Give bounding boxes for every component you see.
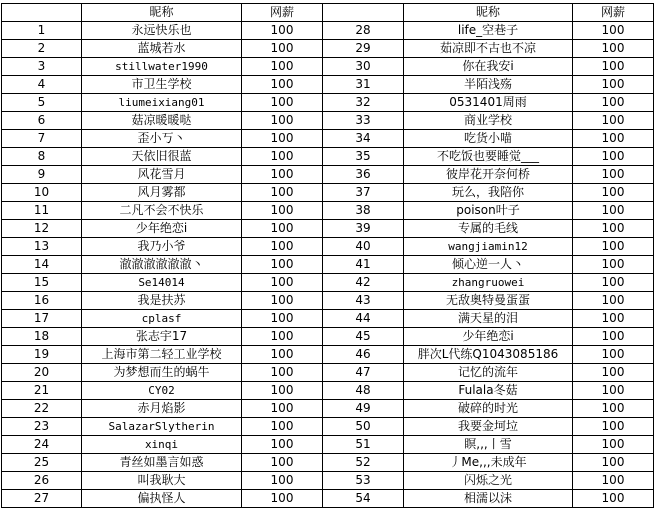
left-salary-cell: 100 xyxy=(242,436,323,454)
table-row xyxy=(2,166,654,184)
right-number-cell: 39 xyxy=(323,220,404,238)
left-salary-cell: 100 xyxy=(242,184,323,202)
table-row xyxy=(2,382,654,400)
left-salary-cell: 100 xyxy=(242,274,323,292)
left-salary-cell: 100 xyxy=(242,40,323,58)
table-row xyxy=(2,76,654,94)
left-salary-cell: 100 xyxy=(242,328,323,346)
left-nickname-cell: 蓝城若水 xyxy=(82,40,242,58)
right-salary-cell: 100 xyxy=(573,148,654,166)
right-salary-cell: 100 xyxy=(573,364,654,382)
right-number-cell: 46 xyxy=(323,346,404,364)
left-salary-cell: 100 xyxy=(242,310,323,328)
header-left-number xyxy=(2,4,82,22)
right-number-cell: 38 xyxy=(323,202,404,220)
table-row xyxy=(2,58,654,76)
right-nickname-cell: 吃货小喵 xyxy=(404,130,573,148)
right-salary-cell: 100 xyxy=(573,292,654,310)
right-number-cell: 28 xyxy=(323,22,404,40)
table-row xyxy=(2,256,654,274)
right-number-cell: 50 xyxy=(323,418,404,436)
left-nickname-cell: 赤月焰影 xyxy=(82,400,242,418)
left-nickname-cell: CY02 xyxy=(82,382,242,400)
left-number-cell: 10 xyxy=(2,184,82,202)
table-row xyxy=(2,472,654,490)
header-left-salary: 网薪 xyxy=(242,4,323,22)
table-row xyxy=(2,148,654,166)
right-salary-cell: 100 xyxy=(573,76,654,94)
left-number-cell: 11 xyxy=(2,202,82,220)
right-number-cell: 34 xyxy=(323,130,404,148)
left-salary-cell: 100 xyxy=(242,238,323,256)
table-row xyxy=(2,112,654,130)
left-number-cell: 15 xyxy=(2,274,82,292)
right-salary-cell: 100 xyxy=(573,274,654,292)
right-number-cell: 36 xyxy=(323,166,404,184)
left-nickname-cell: 少年绝恋i xyxy=(82,220,242,238)
left-salary-cell: 100 xyxy=(242,166,323,184)
left-number-cell: 20 xyxy=(2,364,82,382)
right-salary-cell: 100 xyxy=(573,58,654,76)
table-row xyxy=(2,328,654,346)
table-row xyxy=(2,436,654,454)
right-nickname-cell: 无敌奥特曼蛋蛋 xyxy=(404,292,573,310)
right-salary-cell: 100 xyxy=(573,112,654,130)
right-salary-cell: 100 xyxy=(573,40,654,58)
left-number-cell: 1 xyxy=(2,22,82,40)
left-nickname-cell: 我乃小爷 xyxy=(82,238,242,256)
right-salary-cell: 100 xyxy=(573,310,654,328)
left-number-cell: 9 xyxy=(2,166,82,184)
left-number-cell: 27 xyxy=(2,490,82,508)
left-nickname-cell: 永远快乐也 xyxy=(82,22,242,40)
right-salary-cell: 100 xyxy=(573,328,654,346)
right-salary-cell: 100 xyxy=(573,238,654,256)
right-number-cell: 44 xyxy=(323,310,404,328)
right-nickname-cell: 破碎的时光 xyxy=(404,400,573,418)
right-number-cell: 31 xyxy=(323,76,404,94)
left-salary-cell: 100 xyxy=(242,76,323,94)
right-salary-cell: 100 xyxy=(573,382,654,400)
right-nickname-cell: 少年绝恋i xyxy=(404,328,573,346)
table-row xyxy=(2,40,654,58)
left-number-cell: 24 xyxy=(2,436,82,454)
table-row xyxy=(2,274,654,292)
right-salary-cell: 100 xyxy=(573,184,654,202)
left-nickname-cell: 青丝如墨言如惑 xyxy=(82,454,242,472)
right-number-cell: 53 xyxy=(323,472,404,490)
left-nickname-cell: 二凡不会不快乐 xyxy=(82,202,242,220)
left-salary-cell: 100 xyxy=(242,346,323,364)
left-number-cell: 21 xyxy=(2,382,82,400)
left-salary-cell: 100 xyxy=(242,364,323,382)
right-nickname-cell: life_空巷子 xyxy=(404,22,573,40)
table-row xyxy=(2,490,654,508)
table-row xyxy=(2,220,654,238)
right-nickname-cell: 你在我安i xyxy=(404,58,573,76)
left-salary-cell: 100 xyxy=(242,382,323,400)
right-salary-cell: 100 xyxy=(573,220,654,238)
left-nickname-cell: Se14014 xyxy=(82,274,242,292)
table-row xyxy=(2,310,654,328)
left-nickname-cell: 菇凉暖暖哒 xyxy=(82,112,242,130)
right-number-cell: 43 xyxy=(323,292,404,310)
right-number-cell: 54 xyxy=(323,490,404,508)
left-salary-cell: 100 xyxy=(242,148,323,166)
left-number-cell: 13 xyxy=(2,238,82,256)
left-salary-cell: 100 xyxy=(242,130,323,148)
right-nickname-cell: 半陌浅殇 xyxy=(404,76,573,94)
right-salary-cell: 100 xyxy=(573,418,654,436)
left-number-cell: 8 xyxy=(2,148,82,166)
right-number-cell: 42 xyxy=(323,274,404,292)
right-nickname-cell: zhangruowei xyxy=(404,274,573,292)
right-salary-cell: 100 xyxy=(573,94,654,112)
left-salary-cell: 100 xyxy=(242,292,323,310)
left-number-cell: 19 xyxy=(2,346,82,364)
left-salary-cell: 100 xyxy=(242,418,323,436)
right-nickname-cell: wangjiamin12 xyxy=(404,238,573,256)
table-row xyxy=(2,130,654,148)
left-number-cell: 5 xyxy=(2,94,82,112)
right-salary-cell: 100 xyxy=(573,22,654,40)
right-nickname-cell: 商业学校 xyxy=(404,112,573,130)
left-number-cell: 18 xyxy=(2,328,82,346)
right-number-cell: 35 xyxy=(323,148,404,166)
right-salary-cell: 100 xyxy=(573,202,654,220)
right-nickname-cell: 茹凉即不古也不凉 xyxy=(404,40,573,58)
table-row xyxy=(2,292,654,310)
right-number-cell: 33 xyxy=(323,112,404,130)
right-salary-cell: 100 xyxy=(573,436,654,454)
left-salary-cell: 100 xyxy=(242,112,323,130)
left-salary-cell: 100 xyxy=(242,472,323,490)
right-number-cell: 41 xyxy=(323,256,404,274)
right-nickname-cell: 满天星的泪 xyxy=(404,310,573,328)
left-number-cell: 3 xyxy=(2,58,82,76)
header-left-nickname: 昵称 xyxy=(82,4,242,22)
right-nickname-cell: 专属的毛线 xyxy=(404,220,573,238)
table-row xyxy=(2,22,654,40)
right-nickname-cell: 我要金坷垃 xyxy=(404,418,573,436)
right-number-cell: 47 xyxy=(323,364,404,382)
left-number-cell: 23 xyxy=(2,418,82,436)
left-nickname-cell: 为梦想而生的蜗牛 xyxy=(82,364,242,382)
right-number-cell: 52 xyxy=(323,454,404,472)
right-number-cell: 51 xyxy=(323,436,404,454)
left-nickname-cell: 偏执怪人 xyxy=(82,490,242,508)
right-nickname-cell: 胖次L代练Q1043085186 xyxy=(404,346,573,364)
right-salary-cell: 100 xyxy=(573,400,654,418)
left-salary-cell: 100 xyxy=(242,94,323,112)
right-number-cell: 32 xyxy=(323,94,404,112)
left-nickname-cell: 澈澈澈澈澈澈丶 xyxy=(82,256,242,274)
right-number-cell: 45 xyxy=(323,328,404,346)
left-number-cell: 14 xyxy=(2,256,82,274)
right-nickname-cell: 瞑,,,丨雪 xyxy=(404,436,573,454)
left-salary-cell: 100 xyxy=(242,202,323,220)
left-number-cell: 4 xyxy=(2,76,82,94)
table-row xyxy=(2,238,654,256)
left-salary-cell: 100 xyxy=(242,22,323,40)
right-nickname-cell: Fulala冬菇 xyxy=(404,382,573,400)
right-nickname-cell: 彼岸花开奈何桥 xyxy=(404,166,573,184)
salary-table xyxy=(1,3,654,508)
left-nickname-cell: xinqi xyxy=(82,436,242,454)
right-nickname-cell: 玩么，我陪你 xyxy=(404,184,573,202)
right-number-cell: 49 xyxy=(323,400,404,418)
right-number-cell: 40 xyxy=(323,238,404,256)
left-number-cell: 25 xyxy=(2,454,82,472)
right-number-cell: 37 xyxy=(323,184,404,202)
left-nickname-cell: 市卫生学校 xyxy=(82,76,242,94)
table-row xyxy=(2,364,654,382)
table-row xyxy=(2,400,654,418)
left-nickname-cell: 风花雪月 xyxy=(82,166,242,184)
right-number-cell: 30 xyxy=(323,58,404,76)
left-salary-cell: 100 xyxy=(242,58,323,76)
left-salary-cell: 100 xyxy=(242,490,323,508)
left-salary-cell: 100 xyxy=(242,454,323,472)
right-nickname-cell: 丿Me,,,未成年 xyxy=(404,454,573,472)
left-nickname-cell: 叫我耿大 xyxy=(82,472,242,490)
left-salary-cell: 100 xyxy=(242,220,323,238)
left-nickname-cell: liumeixiang01 xyxy=(82,94,242,112)
table-row xyxy=(2,202,654,220)
left-nickname-cell: 上海市第二轻工业学校 xyxy=(82,346,242,364)
left-nickname-cell: 张志宇17 xyxy=(82,328,242,346)
table-row xyxy=(2,418,654,436)
left-nickname-cell: SalazarSlytherin xyxy=(82,418,242,436)
right-nickname-cell: poison叶子 xyxy=(404,202,573,220)
right-nickname-cell: 0531401周雨 xyxy=(404,94,573,112)
left-nickname-cell: stillwater1990 xyxy=(82,58,242,76)
header-right-salary: 网薪 xyxy=(573,4,654,22)
right-number-cell: 29 xyxy=(323,40,404,58)
left-number-cell: 12 xyxy=(2,220,82,238)
left-number-cell: 22 xyxy=(2,400,82,418)
right-salary-cell: 100 xyxy=(573,130,654,148)
right-salary-cell: 100 xyxy=(573,490,654,508)
header-row xyxy=(2,4,654,22)
table-row xyxy=(2,94,654,112)
left-salary-cell: 100 xyxy=(242,400,323,418)
left-number-cell: 17 xyxy=(2,310,82,328)
left-number-cell: 26 xyxy=(2,472,82,490)
left-nickname-cell: cplasf xyxy=(82,310,242,328)
table-row xyxy=(2,184,654,202)
left-number-cell: 2 xyxy=(2,40,82,58)
header-right-nickname: 昵称 xyxy=(404,4,573,22)
table-row xyxy=(2,454,654,472)
left-nickname-cell: 风月雾都 xyxy=(82,184,242,202)
right-salary-cell: 100 xyxy=(573,472,654,490)
right-salary-cell: 100 xyxy=(573,454,654,472)
right-nickname-cell: 记忆的流年 xyxy=(404,364,573,382)
right-nickname-cell: 不吃饭也要睡觉___ xyxy=(404,148,573,166)
left-nickname-cell: 天依旧很蓝 xyxy=(82,148,242,166)
right-salary-cell: 100 xyxy=(573,256,654,274)
right-salary-cell: 100 xyxy=(573,166,654,184)
table-row xyxy=(2,346,654,364)
left-number-cell: 7 xyxy=(2,130,82,148)
header-right-number xyxy=(323,4,404,22)
left-nickname-cell: 我是扶苏 xyxy=(82,292,242,310)
right-nickname-cell: 倾心逆一人丶 xyxy=(404,256,573,274)
right-nickname-cell: 闪烁之光 xyxy=(404,472,573,490)
right-salary-cell: 100 xyxy=(573,346,654,364)
left-number-cell: 6 xyxy=(2,112,82,130)
left-nickname-cell: 歪小丂丶 xyxy=(82,130,242,148)
right-nickname-cell: 相濡以沫 xyxy=(404,490,573,508)
right-number-cell: 48 xyxy=(323,382,404,400)
left-number-cell: 16 xyxy=(2,292,82,310)
left-salary-cell: 100 xyxy=(242,256,323,274)
